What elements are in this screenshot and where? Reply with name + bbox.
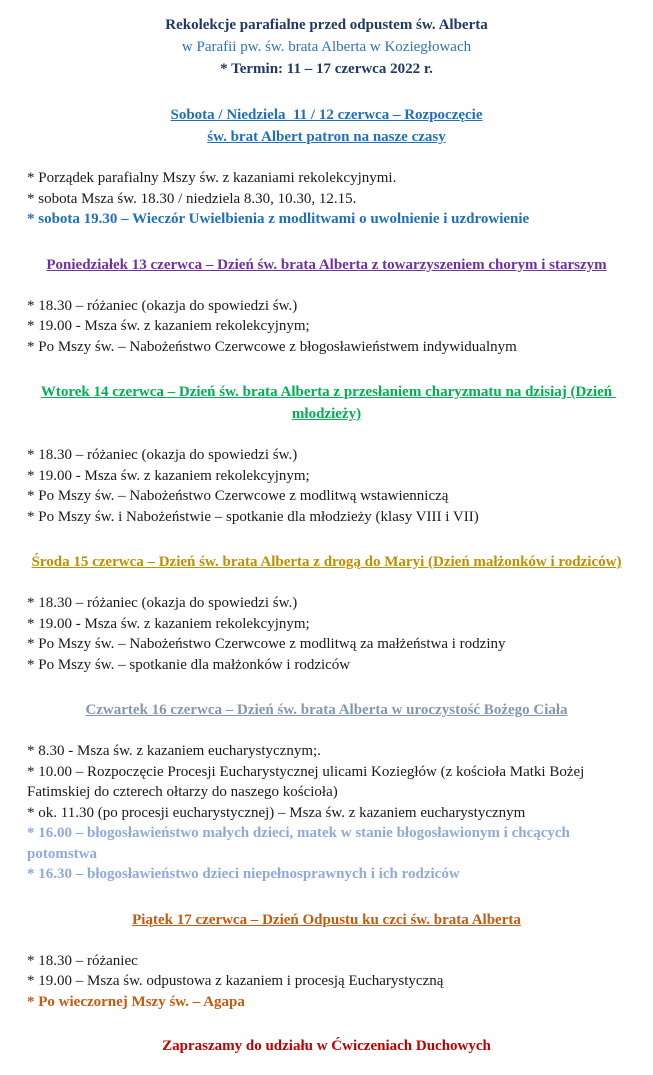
schedule-item: * Po wieczornej Mszy św. – Agapa: [27, 993, 245, 1010]
doc-title-line1: Rekolekcje parafialne przed odpustem św. Alberta: [165, 17, 488, 33]
section-heading-line: Poniedziałek 13 czerwca – Dzień św. brata Alberta z towarzyszeniem chorym i starszym: [46, 256, 607, 273]
schedule-item: * 19.00 - Msza św. z kazaniem rekolekcyjnym;: [27, 318, 310, 334]
schedule-item: * 8.30 - Msza św. z kazaniem eucharystycznym;.: [27, 743, 321, 759]
doc-title-line2: w Parafii pw. św. brata Alberta w Koziegłowach: [181, 39, 472, 55]
schedule-item: * 18.30 – różaniec (okazja do spowiedzi św.): [27, 297, 298, 314]
schedule-item: * 18.30 – różaniec: [27, 952, 138, 969]
schedule-list: [27, 593, 626, 675]
schedule-item: * Porządek parafialny Mszy św. z kazaniami rekolekcyjnymi.: [27, 170, 397, 186]
schedule-item: * 10.00 – Rozpoczęcie Procesji Eucharystycznej ulicami Koziegłów (z kościoła Matki Bożej Fatimskiej do czterech ołtarzy do naszego kościoła): [27, 763, 589, 800]
schedule-item: * Po Mszy św. – Nabożeństwo Czerwcowe z modlitwą za małżeństwa i rodziny: [27, 636, 506, 652]
schedule-list: [27, 445, 626, 527]
section-heading-tuesday: [27, 381, 626, 425]
schedule-item: * 16.30 – błogosławieństwo dzieci niepełnosprawnych i ich rodziców: [27, 866, 460, 882]
schedule-item: * 16.00 – błogosławieństwo małych dzieci, matek w stanie błogosławionym i chcących potomstwa: [27, 825, 574, 862]
section-thursday: [27, 699, 626, 885]
section-wednesday: [27, 551, 626, 675]
schedule-item: * 18.30 – różaniec (okazja do spowiedzi św.): [27, 447, 298, 463]
section-heading-line: św. brat Albert patron na nasze czasy: [207, 129, 446, 145]
section-monday: [27, 254, 626, 358]
doc-title-line3: * Termin: 11 – 17 czerwca 2022 r.: [220, 61, 433, 77]
section-heading-wednesday: [27, 551, 626, 573]
document-header: [27, 14, 626, 80]
section-heading-line: Sobota / Niedziela 11 / 12 czerwca – Rozpoczęcie: [170, 107, 483, 123]
section-heading-line: Wtorek 14 czerwca – Dzień św. brata Alberta z przesłaniem charyzmatu na dzisiaj (Dzień młodzieży): [40, 384, 616, 422]
section-friday: [27, 909, 626, 1013]
section-heading-friday: [27, 909, 626, 931]
closing-invitation: Zapraszamy do udziału w Ćwiczeniach Duchowych: [162, 1038, 491, 1054]
schedule-item: * sobota 19.30 – Wieczór Uwielbienia z modlitwami o uwolnienie i uzdrowienie: [27, 211, 530, 227]
section-tuesday: [27, 381, 626, 527]
section-heading-thursday: [27, 699, 626, 721]
schedule-item: * 18.30 – różaniec (okazja do spowiedzi św.): [27, 595, 298, 611]
section-heading-line: Piątek 17 czerwca – Dzień Odpustu ku czci św. brata Alberta: [132, 911, 521, 928]
schedule-item: * 19.00 - Msza św. z kazaniem rekolekcyjnym;: [27, 615, 310, 632]
schedule-item: * Po Mszy św. – Nabożeństwo Czerwcowe z błogosławieństwem indywidualnym: [27, 338, 517, 355]
section-heading-saturday-sunday: [27, 104, 626, 148]
schedule-list: [27, 951, 626, 1013]
schedule-list: [27, 296, 626, 358]
schedule-item: * Po Mszy św. – spotkanie dla małżonków i rodziców: [27, 656, 351, 673]
schedule-item: * ok. 11.30 (po procesji eucharystycznej) – Msza św. z kazaniem eucharystycznym: [27, 804, 526, 821]
schedule-item: * Po Mszy św. i Nabożeństwie – spotkanie dla młodzieży (klasy VIII i VII): [27, 508, 479, 525]
section-saturday-sunday: [27, 104, 626, 230]
section-heading-line: Środa 15 czerwca – Dzień św. brata Alberta z drogą do Maryi (Dzień małżonków i rodziców): [31, 554, 622, 570]
schedule-list: [27, 741, 626, 885]
schedule-list: [27, 168, 626, 230]
schedule-item: * sobota Msza św. 18.30 / niedziela 8.30, 10.30, 12.15.: [27, 190, 357, 207]
section-heading-line: Czwartek 16 czerwca – Dzień św. brata Alberta w uroczystość Bożego Ciała: [85, 702, 568, 718]
schedule-item: * 19.00 – Msza św. odpustowa z kazaniem i procesją Eucharystyczną: [27, 973, 444, 989]
schedule-item: * 19.00 - Msza św. z kazaniem rekolekcyjnym;: [27, 467, 310, 484]
section-heading-monday: [27, 254, 626, 276]
schedule-item: * Po Mszy św. – Nabożeństwo Czerwcowe z modlitwą wstawienniczą: [27, 488, 449, 504]
